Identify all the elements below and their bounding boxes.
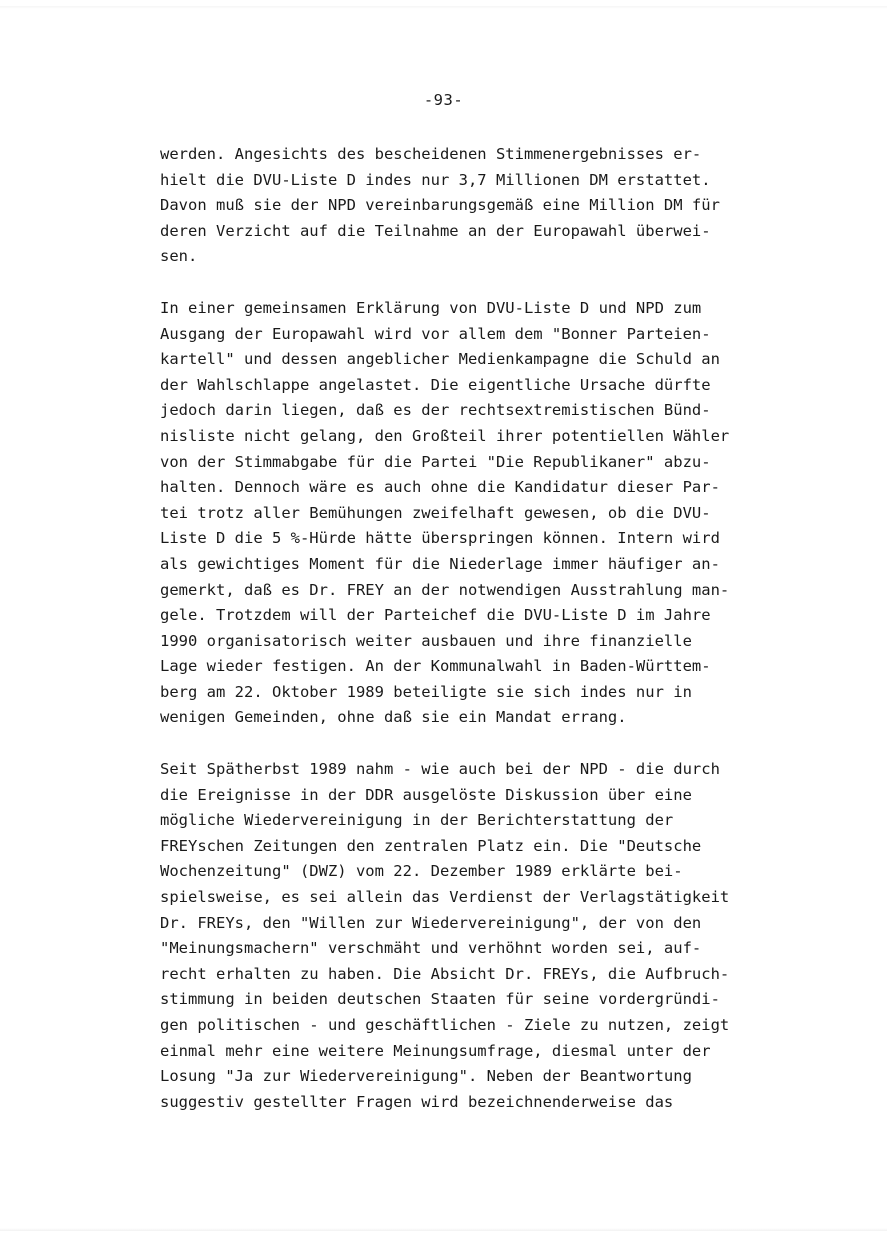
text-line: von der Stimmabgabe für die Partei "Die Republikaner" abzu- (160, 452, 711, 471)
text-line: stimmung in beiden deutschen Staaten für seine vordergründi- (160, 990, 720, 1009)
text-line: Dr. FREYs, den "Willen zur Wiedervereinigung", der von den (160, 913, 702, 932)
paragraph-1 (160, 142, 820, 270)
text-line: gen politischen - und geschäftlichen - Ziele zu nutzen, zeigt (160, 1016, 730, 1034)
text-line: Davon muß sie der NPD vereinbarungsgemäß eine Million DM für (160, 196, 720, 215)
text-line: einmal mehr eine weitere Meinungsumfrage, diesmal unter der (160, 1041, 711, 1060)
text-line: FREYschen Zeitungen den zentralen Platz ein. Die "Deutsche (160, 836, 702, 855)
paragraph-3 (160, 757, 820, 1115)
text-line: jedoch darin liegen, daß es der rechtsextremistischen Bünd- (160, 401, 711, 420)
text-line: In einer gemeinsamen Erklärung von DVU-Liste D und NPD zum (160, 298, 702, 317)
text-line: der Wahlschlappe angelastet. Die eigentliche Ursache dürfte (160, 375, 711, 394)
text-line: suggestiv gestellter Fragen wird bezeichnenderweise das (160, 1092, 674, 1111)
text-line: werden. Angesichts des bescheidenen Stimmenergebnisses er- (160, 145, 702, 163)
text-line: als gewichtiges Moment für die Niederlage immer häufiger an- (160, 554, 720, 573)
text-line: gele. Trotzdem will der Parteichef die DVU-Liste D im Jahre (160, 606, 711, 625)
text-line: tei trotz aller Bemühungen zweifelhaft gewesen, ob die DVU- (160, 503, 711, 522)
text-line: Liste D die 5 %-Hürde hätte überspringen können. Intern wird (160, 529, 720, 548)
scan-edge-bottom (0, 1228, 887, 1231)
paragraph-2 (160, 296, 820, 731)
text-line: berg am 22. Oktober 1989 beteiligte sie sich indes nur in (160, 682, 692, 701)
text-line: nisliste nicht gelang, den Großteil ihrer potentiellen Wähler (160, 426, 730, 445)
text-line: Ausgang der Europawahl wird vor allem dem "Bonner Parteien- (160, 324, 711, 343)
text-line: Losung "Ja zur Wiedervereinigung". Neben der Beantwortung (160, 1067, 692, 1086)
text-line: gemerkt, daß es Dr. FREY an der notwendigen Ausstrahlung man- (160, 580, 730, 599)
body-text (160, 142, 820, 1141)
text-line: halten. Dennoch wäre es auch ohne die Kandidatur dieser Par- (160, 478, 720, 497)
text-line: Lage wieder festigen. An der Kommunalwahl in Baden-Württem- (160, 657, 711, 676)
text-line: wenigen Gemeinden, ohne daß sie ein Mandat errang. (160, 708, 627, 727)
text-line: Wochenzeitung" (DWZ) vom 22. Dezember 1989 erklärte bei- (160, 862, 683, 881)
page-number: -93- (423, 91, 464, 109)
text-line: die Ereignisse in der DDR ausgelöste Diskussion über eine (160, 785, 692, 804)
text-line: hielt die DVU-Liste D indes nur 3,7 Millionen DM erstattet. (160, 170, 711, 189)
text-line: kartell" und dessen angeblicher Medienkampagne die Schuld an (160, 350, 720, 369)
text-line: sen. (160, 247, 198, 266)
text-line: deren Verzicht auf die Teilnahme an der Europawahl überwei- (160, 221, 711, 240)
text-line: 1990 organisatorisch weiter ausbauen und ihre finanzielle (160, 631, 692, 650)
text-line: Seit Spätherbst 1989 nahm - wie auch bei der NPD - die durch (160, 760, 720, 779)
text-line: recht erhalten zu haben. Die Absicht Dr. FREYs, die Aufbruch- (160, 964, 730, 983)
text-line: spielsweise, es sei allein das Verdienst der Verlagstätigkeit (160, 888, 730, 907)
text-line: "Meinungsmachern" verschmäht und verhöhnt worden sei, auf- (160, 939, 702, 958)
text-line: mögliche Wiedervereinigung in der Berichterstattung der (160, 811, 674, 830)
scan-edge-top (0, 6, 887, 9)
